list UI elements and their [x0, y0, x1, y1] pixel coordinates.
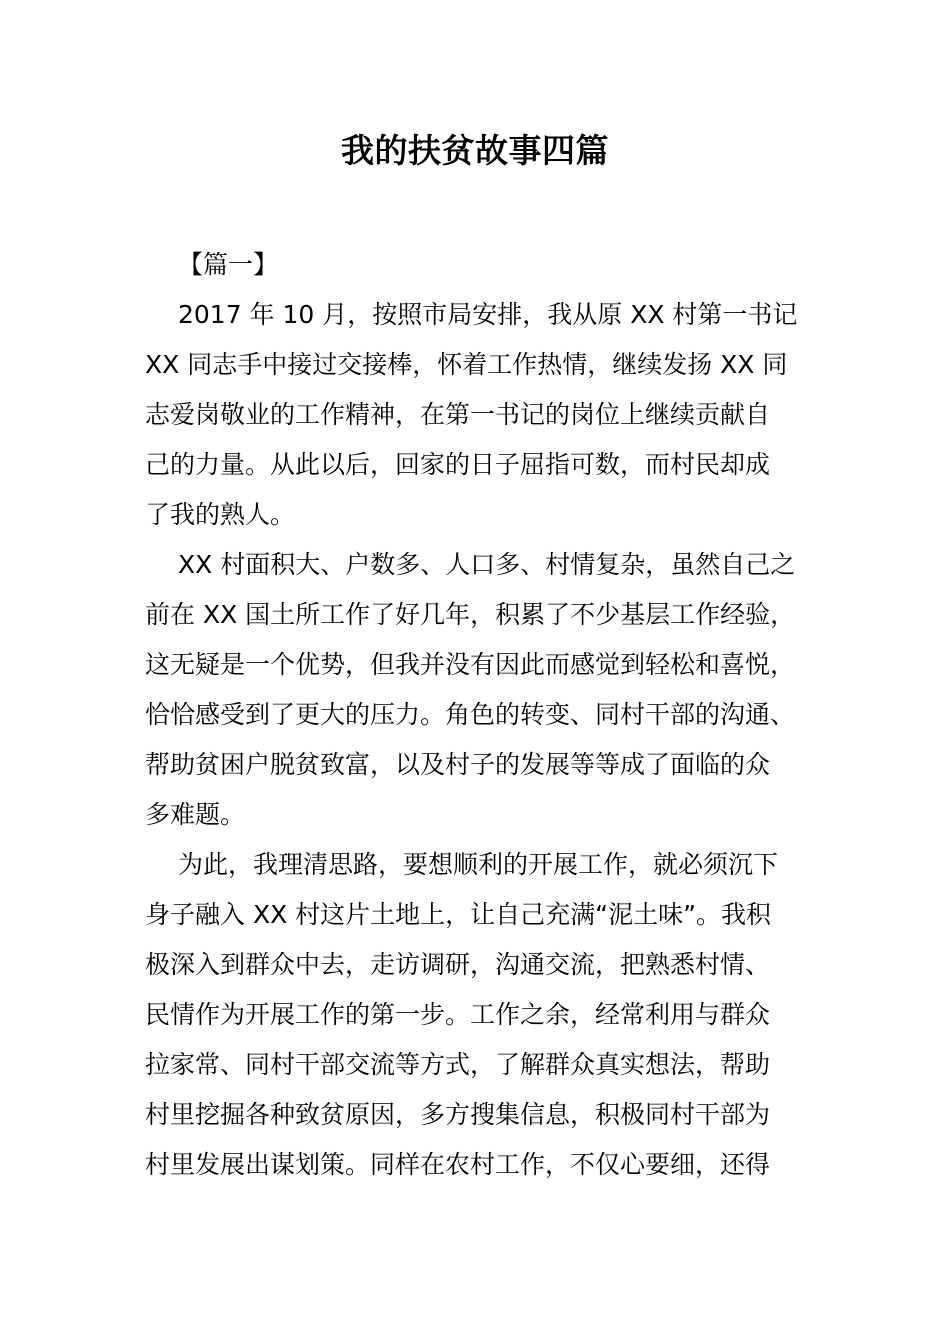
paragraph-line: 2017 年 10 月，按照市局安排，我从原 XX 村第一书记 [178, 300, 798, 329]
paragraph-line: XX 村面积大、户数多、人口多、村情复杂，虽然自己之 [178, 550, 796, 579]
paragraph-line: 前在 XX 国土所工作了好几年，积累了不少基层工作经验， [145, 600, 796, 629]
document-title: 我的扶贫故事四篇 [341, 131, 609, 170]
paragraph-line: 身子融入 XX 村这片土地上，让自己充满“泥土味”。我积 [145, 900, 772, 929]
paragraph-line: 拉家常、同村干部交流等方式，了解群众真实想法，帮助 [145, 1050, 771, 1079]
paragraph-line: 帮助贫困户脱贫致富，以及村子的发展等等成了面临的众 [145, 750, 771, 779]
paragraph-line: 村里发展出谋划策。同样在农村工作，不仅心要细，还得 [145, 1150, 771, 1179]
paragraph-1 [145, 290, 810, 540]
paragraph-line: 为此，我理清思路，要想顺利的开展工作，就必须沉下 [178, 850, 779, 879]
paragraph-line: 多难题。 [145, 800, 246, 829]
paragraph-line: XX 同志手中接过交接棒，怀着工作热情，继续发扬 XX 同 [145, 350, 788, 379]
section-heading: 【篇一】 [178, 250, 279, 279]
paragraph-2 [145, 540, 810, 840]
paragraph-line: 己的力量。从此以后，回家的日子屈指可数，而村民却成 [145, 450, 771, 479]
paragraph-line: 村里挖掘各种致贫原因，多方搜集信息，积极同村干部为 [145, 1100, 771, 1129]
paragraph-line: 志爱岗敬业的工作精神，在第一书记的岗位上继续贡献自 [145, 400, 771, 429]
paragraph-line: 恰恰感受到了更大的压力。角色的转变、同村干部的沟通、 [145, 700, 796, 729]
document-body [145, 240, 810, 1190]
paragraph-line: 民情作为开展工作的第一步。工作之余，经常利用与群众 [145, 1000, 771, 1029]
paragraph-line: 极深入到群众中去，走访调研，沟通交流，把熟悉村情、 [145, 950, 771, 979]
paragraph-line: 了我的熟人。 [145, 500, 296, 529]
paragraph-line: 这无疑是一个优势，但我并没有因此而感觉到轻松和喜悦， [145, 650, 796, 679]
paragraph-3 [145, 840, 810, 1190]
